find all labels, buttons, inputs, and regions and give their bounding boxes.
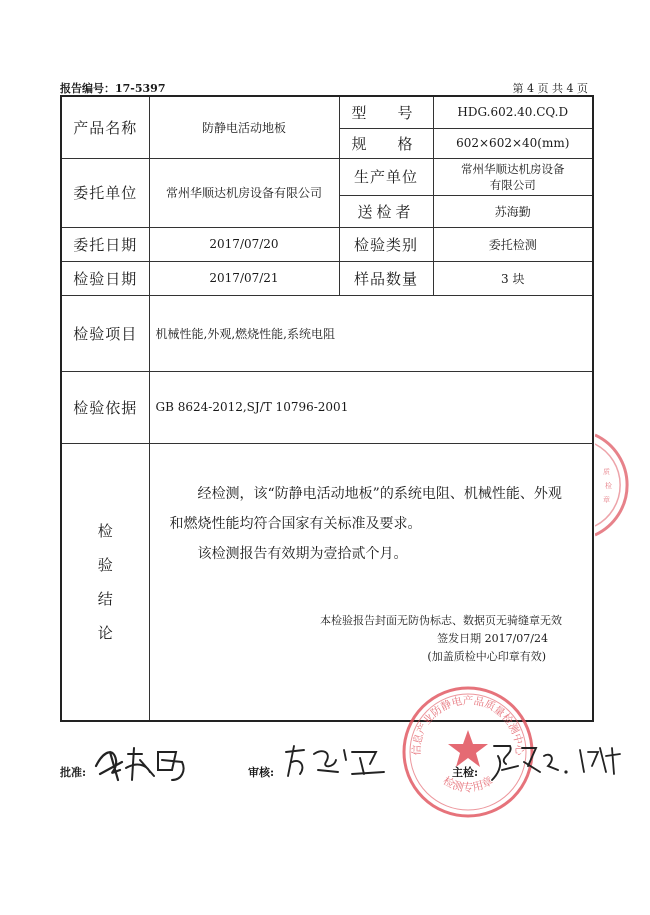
report-table bbox=[60, 95, 594, 722]
conclusion-label-char: 验 bbox=[97, 555, 113, 574]
basis-value: GB 8624-2012,SJ/T 10796-2001 bbox=[149, 371, 593, 443]
conclusion-label-char: 检 bbox=[97, 521, 113, 540]
main-inspector-label: 主检: bbox=[452, 766, 479, 779]
svg-text:质: 质 bbox=[603, 468, 610, 476]
seal-text-top: 信息产业防静电产品质量检测中心 bbox=[410, 695, 526, 756]
main-inspector-signature bbox=[488, 736, 628, 784]
test-type-value: 委托检测 bbox=[433, 227, 593, 261]
basis-label: 检验依据 bbox=[61, 371, 149, 443]
note-issue-date: 签发日期 2017/07/24 bbox=[437, 632, 548, 645]
product-name-label: 产品名称 bbox=[61, 96, 149, 158]
conclusion-paragraph-2: 该检测报告有效期为壹拾贰个月。 bbox=[197, 545, 408, 562]
conclusion-body bbox=[149, 443, 593, 721]
items-label: 检验项目 bbox=[61, 295, 149, 371]
model-label: 型 号 bbox=[339, 96, 433, 128]
seal-text-bottom: 检测专用章 bbox=[440, 774, 496, 795]
edge-seal-fragment bbox=[595, 430, 635, 540]
approve-label: 批准: bbox=[60, 766, 87, 779]
producer-value bbox=[433, 158, 593, 195]
review-label: 审核: bbox=[248, 766, 275, 779]
producer-line-1: 常州华顺达机房设备 bbox=[461, 161, 565, 176]
report-number: 报告编号：17-5397 bbox=[60, 82, 166, 95]
conclusion-label bbox=[61, 443, 149, 721]
note-anti-counterfeit: 本检验报告封面无防伪标志、数据页无骑缝章无效 bbox=[320, 614, 562, 627]
producer-label: 生产单位 bbox=[339, 158, 433, 195]
conclusion-notes bbox=[320, 612, 562, 666]
items-value: 机械性能,外观,燃烧性能,系统电阻 bbox=[149, 295, 593, 371]
test-date-value: 2017/07/21 bbox=[149, 261, 339, 295]
client-label: 委托单位 bbox=[61, 158, 149, 227]
svg-text:章: 章 bbox=[603, 496, 610, 504]
svg-text:检: 检 bbox=[605, 482, 612, 490]
submitter-label: 送检者 bbox=[339, 195, 433, 227]
approve-signature bbox=[92, 740, 192, 784]
sample-qty-value: 3 块 bbox=[433, 261, 593, 295]
page-info: 第 4 页 共 4 页 bbox=[512, 82, 588, 95]
producer-line-2: 有限公司 bbox=[489, 177, 536, 192]
sample-qty-label: 样品数量 bbox=[339, 261, 433, 295]
model-value: HDG.602.40.CQ.D bbox=[433, 96, 593, 128]
product-name-value: 防静电活动地板 bbox=[149, 96, 339, 158]
review-signature bbox=[280, 738, 392, 784]
entrust-date-label: 委托日期 bbox=[61, 227, 149, 261]
submitter-value: 苏海勤 bbox=[433, 195, 593, 227]
entrust-date-value: 2017/07/20 bbox=[149, 227, 339, 261]
spec-label: 规 格 bbox=[339, 128, 433, 158]
test-type-label: 检验类别 bbox=[339, 227, 433, 261]
spec-value: 602×602×40(mm) bbox=[433, 128, 593, 158]
conclusion-label-char: 论 bbox=[97, 623, 113, 642]
conclusion-paragraph-1: 经检测，该“防静电活动地板”的系统电阻、机械性能、外观和燃烧性能均符合国家有关标准及要求。 bbox=[169, 485, 562, 532]
client-value: 常州华顺达机房设备有限公司 bbox=[149, 158, 339, 227]
note-seal: (加盖质检中心印章有效) bbox=[427, 650, 546, 663]
conclusion-label-char: 结 bbox=[97, 589, 113, 608]
test-date-label: 检验日期 bbox=[61, 261, 149, 295]
